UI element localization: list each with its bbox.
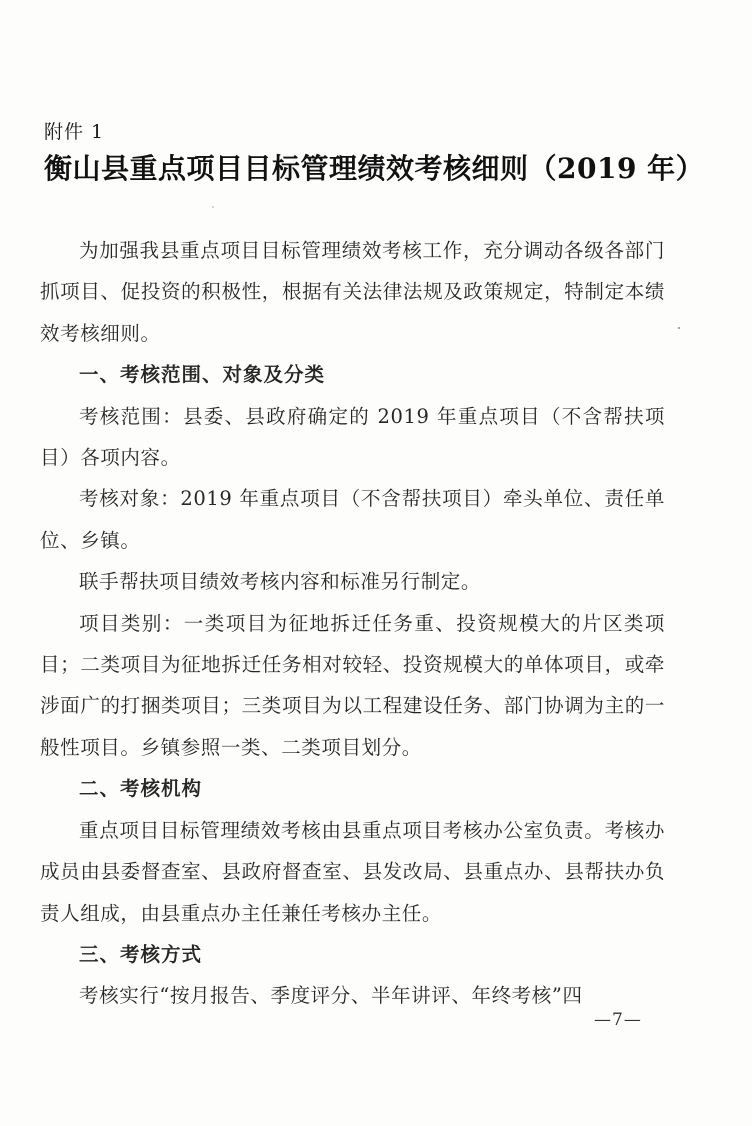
attachment-label: 附件 1 [44,121,105,143]
category-paragraph: 项目类别：一类项目为征地拆迁任务重、投资规模大的片区类项目；二类项目为征地拆迁任务相对较轻、投资规模大的单体项目，或牵涉面广的打捆类项目；三类项目为以工程建设任务、部门协调为主的一般性项目。乡镇参照一类、二类项目划分。 [40,611,665,759]
method-paragraph: 考核实行“按月报告、季度评分、半年讲评、年终考核”四 [79,984,583,1008]
page-number: —7— [594,1010,642,1030]
document-title: 衡山县重点项目目标管理绩效考核细则（2019 年） [44,152,705,185]
organization-paragraph: 重点项目目标管理绩效考核由县重点项目考核办公室负责。考核办成员由县委督查室、县政府督查室、县发改局、县重点办、县帮扶办负责人组成，由县重点办主任兼任考核办主任。 [40,818,665,925]
document-body [40,230,665,1017]
scope-paragraph: 考核范围：县委、县政府确定的 2019 年重点项目（不含帮扶项目）各项内容。 [40,404,665,470]
scan-speck [678,327,680,329]
section-heading-2: 二、考核机构 [79,777,203,801]
target-paragraph: 考核对象：2019 年重点项目（不含帮扶项目）牵头单位、责任单位、乡镇。 [40,487,665,552]
section-heading-1: 一、考核范围、对象及分类 [79,363,326,387]
intro-paragraph: 为加强我县重点项目目标管理绩效考核工作，充分调动各级各部门抓项目、促投资的积极性，根据有关法律法规及政策规定，特制定本绩效考核细则。 [40,239,665,345]
assistance-paragraph: 联手帮扶项目绩效考核内容和标准另行制定。 [79,570,482,594]
section-heading-3: 三、考核方式 [79,942,203,966]
scan-speck [212,206,214,208]
